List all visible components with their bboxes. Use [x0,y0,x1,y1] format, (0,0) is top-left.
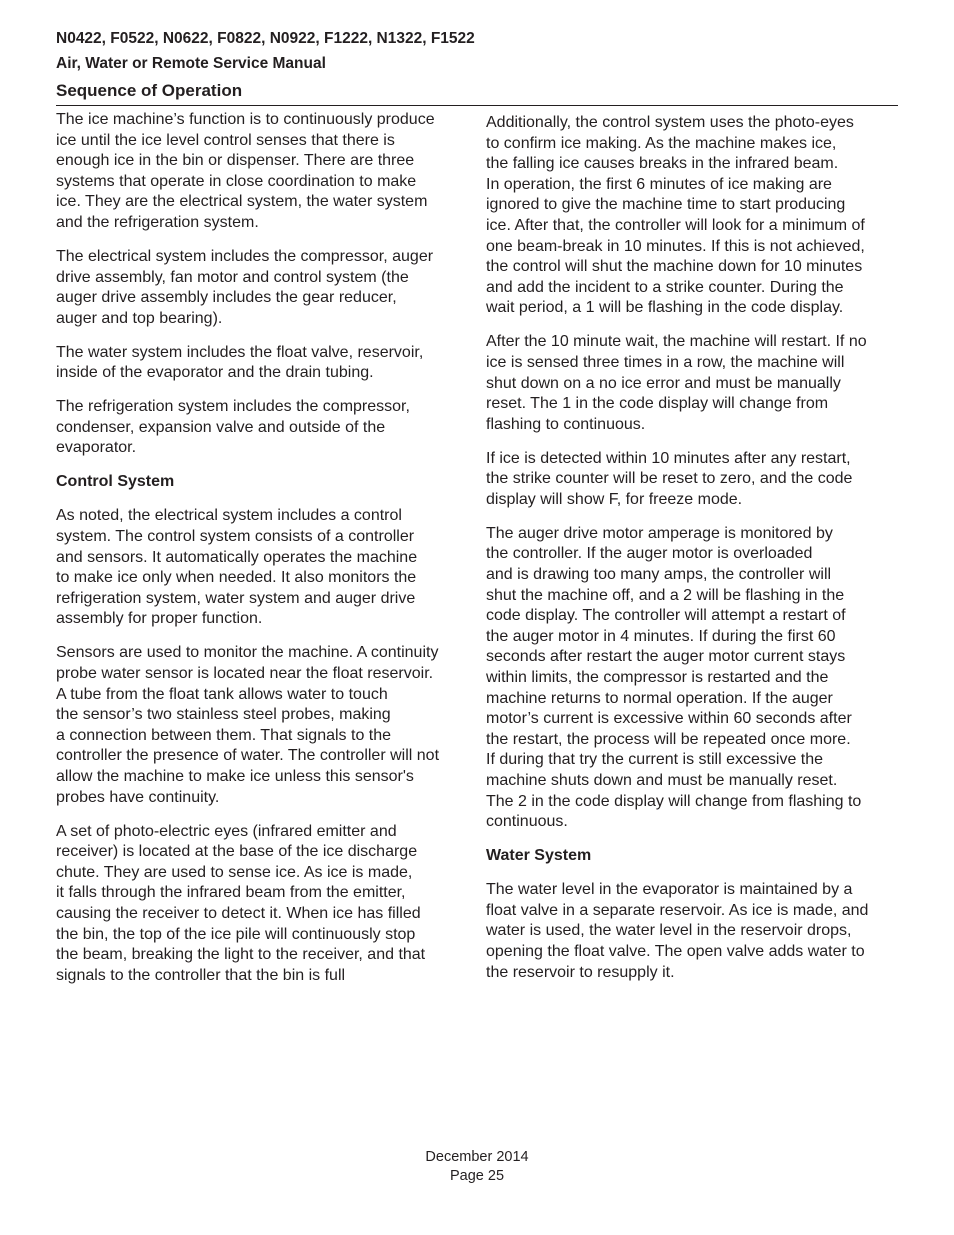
photo-eyes-paragraph: A set of photo-electric eyes (infrared emitter and receiver) is located at the base of the ice discharge chute. They are used to sense ice. As ice is made, it falls through the infrared beam from the emitter, causing the receiver to detect it. When ice has filled the bin, the top of the ice pile will continuously stop the beam, breaking the light to the receiver, and that signals to the controller that the bin is full [56,822,426,984]
footer-date: December 2014 [425,1149,529,1165]
control-system-paragraph: As noted, the electrical system includes a control system. The control system consists of a controller and sensors. It automatically operates the machine to make ice only when needed. It also monitors the refrigeration system, water system and auger drive assembly for proper function. [56,507,418,628]
model-numbers: N0422, F0522, N0622, F0822, N0922, F1222, N1322, F1522 [56,30,475,47]
manual-title: Air, Water or Remote Service Manual [56,55,326,72]
left-column [56,110,470,1000]
intro-paragraph: The ice machine’s function is to continuously produce ice until the ice level control senses that there is enough ice in the bin or dispenser. There are three systems that operate in close coordination to make ice. They are the electrical system, the water system and the refrigeration system. [56,111,435,231]
refrigeration-system-paragraph: The refrigeration system includes the compressor, condenser, expansion valve and outside of the evaporator. [56,398,410,457]
page-footer [0,1148,954,1186]
confirm-ice-paragraph: Additionally, the control system uses the photo-eyes to confirm ice making. As the machine makes ice, the falling ice causes breaks in the infrared beam. In operation, the first 6 minutes of ice making are ignored to give the machine time to start producing ice. After that, the controller will look for a minimum of one beam-break in 10 minutes. If this is not achieved, the control will shut the machine down for 10 minutes and add the incident to a strike counter. During the wait period, a 1 will be flashing in the code display. [486,114,865,317]
page-number: Page 25 [449,1168,505,1184]
electrical-system-paragraph: The electrical system includes the compressor, auger drive assembly, fan motor and control system (the auger drive assembly includes the gear reducer, auger and top bearing). [56,247,434,327]
right-column [486,113,898,997]
strike-reset-paragraph: If ice is detected within 10 minutes after any restart, the strike counter will be reset to zero, and the code display will show F, for freeze mode. [486,449,853,508]
water-system-paragraph: The water system includes the float valve, reservoir, inside of the evaporator and the drain tubing. [56,343,424,382]
control-system-heading: Control System [56,473,175,491]
sensors-paragraph: Sensors are used to monitor the machine. A continuity probe water sensor is located near the float reservoir. A tube from the float tank allows water to touch the sensor’s two stainless steel probes, making a connection between them. That signals to the controller the presence of water. The controller will not allow the machine to make ice unless this sensor's probes have continuity. [56,644,440,806]
header-rule [56,105,898,106]
auger-amperage-paragraph: The auger drive motor amperage is monitored by the controller. If the auger motor is overloaded and is drawing too many amps, the controller will shut the machine off, and a 2 will be flashing in the code display. The controller will attempt a restart of the auger motor in 4 minutes. If during the first 60 seconds after restart the auger motor current stays within limits, the compressor is restarted and the machine returns to normal operation. If the auger motor’s current is excessive within 60 seconds after the restart, the process will be repeated once more. If during that try the current is still excessive the machine shuts down and must be manually reset. The 2 in the code display will change from flashing to continuous. [486,524,862,831]
restart-paragraph: After the 10 minute wait, the machine will restart. If no ice is sensed three times in a row, the machine will shut down on a no ice error and must be manually reset. The 1 in the code display will change from flashing to continuous. [486,333,867,433]
section-title: Sequence of Operation [56,81,243,100]
water-level-paragraph: The water level in the evaporator is maintained by a float valve in a separate reservoir. As ice is made, and water is used, the water level in the reservoir drops, opening the float valve. The open valve adds water to the reservoir to resupply it. [486,881,869,981]
water-system-heading: Water System [486,847,592,865]
